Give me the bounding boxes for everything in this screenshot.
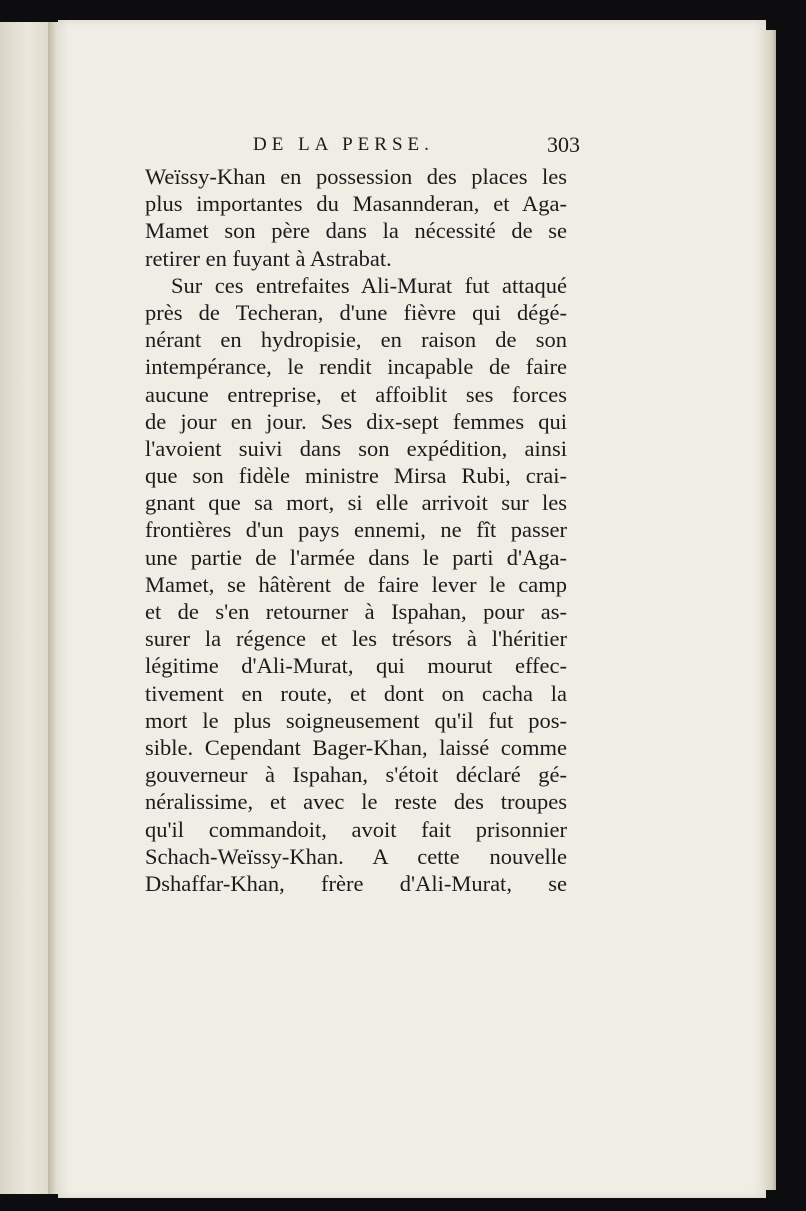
text-line: néralissime, et avec le reste des troupes (145, 789, 567, 815)
left-page-edge (0, 22, 53, 1194)
page-number: 303 (547, 132, 580, 157)
text-line: retirer en fuyant à Astrabat. (145, 245, 392, 271)
text-line: gouverneur à Ispahan, s'étoit déclaré gé- (145, 762, 567, 788)
text-line: nérant en hydropisie, en raison de son (145, 327, 567, 353)
text-line: tivement en route, et dont on cacha la (145, 680, 567, 706)
page-fore-edge (762, 30, 776, 1190)
running-head: DE LA PERSE. (253, 134, 434, 155)
text-line: Mamet son père dans la nécessité de se (145, 218, 567, 244)
text-line: intempérance, le rendit incapable de faire (145, 354, 567, 380)
text-line: Mamet, se hâtèrent de faire lever le camp (145, 571, 567, 597)
text-line: sible. Cependant Bager-Khan, laissé comme (145, 734, 567, 760)
text-line: Dshaffar-Khan, frère d'Ali-Murat, se (145, 870, 567, 896)
text-line: Schach-Weïssy-Khan. A cette nouvelle (145, 843, 567, 869)
text-line: mort le plus soigneusement qu'il fut pos- (145, 707, 567, 733)
text-line: Weïssy-Khan en possession des places les (145, 164, 567, 189)
text-line: aucune entreprise, et affoiblit ses forces (145, 381, 567, 407)
text-line: plus importantes du Masannderan, et Aga- (145, 191, 567, 217)
text-line: de jour en jour. Ses dix-sept femmes qui (145, 408, 567, 434)
text-line: surer la régence et les trésors à l'héritier (145, 626, 567, 652)
text-line: et de s'en retourner à Ispahan, pour as- (145, 599, 567, 624)
body-text (145, 163, 567, 897)
text-line: une partie de l'armée dans le parti d'Aga- (145, 544, 567, 570)
text-line: qu'il commandoit, avoit fait prisonnier (145, 816, 567, 842)
text-line: frontières d'un pays ennemi, ne fît passer (145, 517, 567, 543)
text-line: l'avoient suivi dans son expédition, ainsi (145, 435, 567, 461)
text-line: près de Techeran, d'une fièvre qui dégé- (145, 299, 567, 325)
text-line: légitime d'Ali-Murat, qui mourut effec- (145, 653, 567, 679)
page-header (245, 134, 580, 162)
text-line: Sur ces entrefaites Ali-Murat fut attaqué (171, 272, 567, 298)
text-line: gnant que sa mort, si elle arrivoit sur les (145, 490, 567, 516)
text-line: que son fidèle ministre Mirsa Rubi, crai- (145, 463, 567, 489)
